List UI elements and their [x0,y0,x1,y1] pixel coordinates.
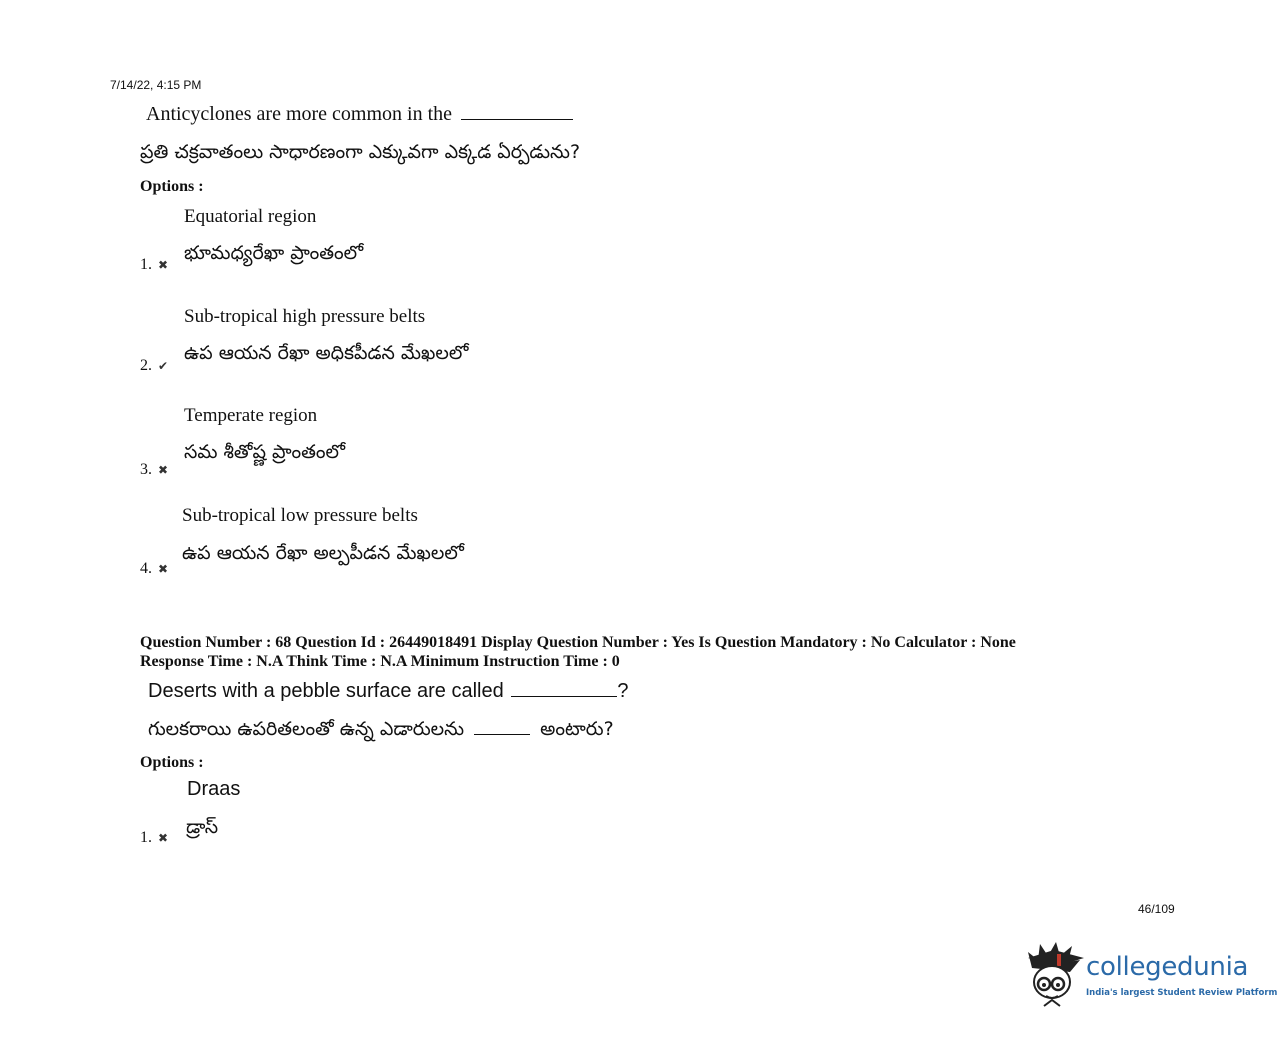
page-number: 46/109 [1138,902,1175,916]
answer-blank [511,695,617,697]
answer-blank [461,118,573,120]
option-3-number: 3. ✖ [140,461,169,478]
option-1-telugu: భూమధ్యరేఖా ప్రాంతంలో [184,242,364,264]
logo-tagline: India's largest Student Review Platform [1086,988,1278,998]
question-2-text-telugu: గులకరాయి ఉపరితలంతో ఉన్న ఎడారులను అంటారు? [148,718,614,740]
option-2-telugu: ఉప ఆయన రేఖా అధికపీడన మేఖలలో [184,342,469,364]
question-meta-line-2: Response Time : N.A Think Time : N.A Minimum Instruction Time : 0 [140,653,620,670]
question-text-english: Anticyclones are more common in the [146,103,573,126]
q2-option-1-english: Draas [187,778,241,800]
logo-wordmark: collegedunia [1086,952,1249,982]
cross-icon: ✖ [158,258,169,272]
check-icon: ✔ [158,359,169,373]
option-1-english: Equatorial region [184,206,317,227]
mascot-icon [1024,938,1086,1012]
cross-icon: ✖ [158,463,169,477]
option-2-number: 2. ✔ [140,357,169,374]
answer-blank [474,733,530,735]
option-3-english: Temperate region [184,405,318,426]
cross-icon: ✖ [158,562,169,576]
option-3-telugu: సమ శీతోష్ణ ప్రాంతంలో [184,441,346,463]
q2-option-1-telugu: డ్రాస్ [186,816,219,838]
collegedunia-logo [1024,938,1278,1012]
print-timestamp: 7/14/22, 4:15 PM [110,78,202,92]
option-4-telugu: ఉప ఆయన రేఖా అల్పపీడన మేఖలలో [182,542,464,564]
question-text-telugu: ప్రతి చక్రవాతంలు సాధారణంగా ఎక్కువగా ఎక్కడ ఏర్పడును? [140,141,581,163]
cross-icon: ✖ [158,831,169,845]
options-label: Options : [140,754,204,771]
question-2-text-english: Deserts with a pebble surface are called ? [148,680,629,702]
option-4-english: Sub-tropical low pressure belts [182,505,418,526]
option-1-number: 1. ✖ [140,256,169,273]
option-4-number: 4. ✖ [140,560,169,577]
q2-option-1-number: 1. ✖ [140,829,169,846]
question-meta-line-1: Question Number : 68 Question Id : 26449018491 Display Question Number : Yes Is Question Mandatory : No Calculator : None [140,634,1016,651]
options-label: Options : [140,178,204,195]
option-2-english: Sub-tropical high pressure belts [184,306,426,327]
